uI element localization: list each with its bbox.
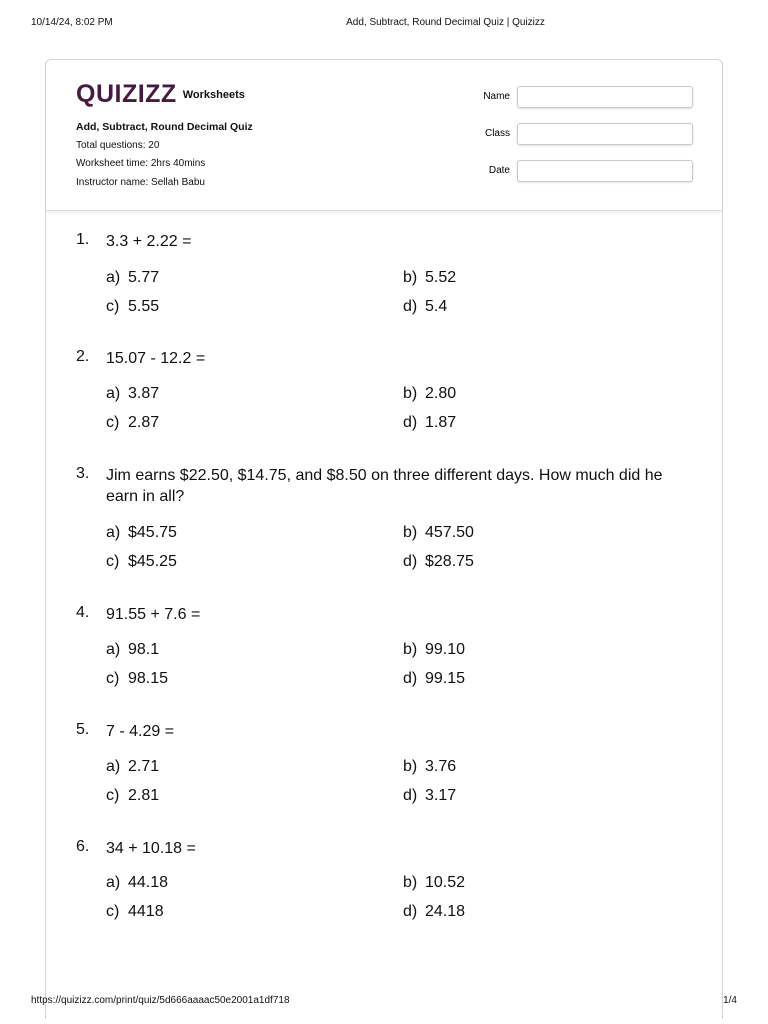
option-letter: a): [106, 524, 121, 541]
option-b: [403, 524, 474, 542]
option-a: [106, 874, 168, 892]
option-text: 10.52: [425, 874, 466, 891]
option-b: [403, 874, 465, 892]
option-letter: d): [403, 553, 418, 570]
option-letter: d): [403, 414, 418, 431]
option-a: [106, 758, 159, 776]
quizizz-logo: [76, 80, 245, 109]
option-d: [403, 903, 465, 921]
option-text: $28.75: [425, 553, 474, 570]
logo-wordmark: QUIZIZZ: [76, 80, 177, 108]
question-stem: 3.3 + 2.22 =: [106, 233, 192, 250]
option-c: [106, 414, 159, 432]
option-d: [403, 787, 456, 805]
option-text: 1.87: [425, 414, 457, 431]
option-letter: d): [403, 670, 418, 687]
option-text: 3.76: [425, 758, 457, 775]
question-stem: Jim earns $22.50, $14.75, and $8.50 on three different days. How much did he earn in all?: [106, 467, 663, 505]
option-letter: a): [106, 758, 121, 775]
option-text: 2.71: [128, 758, 160, 775]
question-stem: 91.55 + 7.6 =: [106, 606, 201, 623]
print-url: https://quizizz.com/print/quiz/5d666aaaac50e2001a1df718: [31, 995, 290, 1006]
option-text: 2.81: [128, 787, 160, 804]
class-input[interactable]: [517, 123, 693, 145]
question-stem: 15.07 - 12.2 =: [106, 350, 206, 367]
option-b: [403, 758, 456, 776]
print-timestamp: 10/14/24, 8:02 PM: [31, 17, 113, 28]
instructor-name: Instructor name: Sellah Babu: [76, 176, 205, 188]
option-letter: a): [106, 269, 121, 286]
option-letter: a): [106, 385, 121, 402]
option-text: 5.77: [128, 269, 160, 286]
question-number: 1.: [76, 231, 90, 248]
option-b: [403, 641, 465, 659]
option-text: 2.80: [425, 385, 457, 402]
date-label: Date: [488, 165, 510, 176]
option-letter: c): [106, 414, 120, 431]
print-footer: [0, 995, 768, 1009]
option-letter: d): [403, 903, 418, 920]
option-d: [403, 414, 456, 432]
option-b: [403, 385, 456, 403]
option-c: [106, 553, 177, 571]
date-field-row: [466, 160, 696, 182]
option-letter: c): [106, 553, 120, 570]
option-a: [106, 385, 159, 403]
option-a: [106, 641, 159, 659]
option-text: 98.1: [128, 641, 160, 658]
question-stem: 34 + 10.18 =: [106, 840, 196, 857]
worksheet-meta: [76, 118, 253, 192]
question-number: 6.: [76, 838, 90, 855]
option-c: [106, 903, 164, 921]
option-letter: c): [106, 298, 120, 315]
option-text: 99.15: [425, 670, 466, 687]
option-letter: c): [106, 670, 120, 687]
option-letter: c): [106, 903, 120, 920]
option-letter: b): [403, 524, 418, 541]
option-letter: d): [403, 298, 418, 315]
option-text: 457.50: [425, 524, 474, 541]
option-text: 4418: [128, 903, 164, 920]
name-input[interactable]: [517, 86, 693, 108]
option-letter: c): [106, 787, 120, 804]
option-letter: d): [403, 787, 418, 804]
option-text: 3.17: [425, 787, 457, 804]
option-text: 98.15: [128, 670, 169, 687]
option-letter: b): [403, 758, 418, 775]
option-letter: b): [403, 385, 418, 402]
option-text: 5.4: [425, 298, 448, 315]
name-field-row: [466, 86, 696, 108]
option-letter: b): [403, 641, 418, 658]
class-field-row: [466, 123, 696, 145]
option-letter: a): [106, 874, 121, 891]
option-c: [106, 298, 159, 316]
option-text: 5.55: [128, 298, 160, 315]
question-number: 4.: [76, 604, 90, 621]
option-a: [106, 524, 177, 542]
question-number: 3.: [76, 465, 90, 482]
option-text: 3.87: [128, 385, 160, 402]
name-label: Name: [483, 91, 510, 102]
option-text: 2.87: [128, 414, 160, 431]
class-label: Class: [484, 128, 510, 139]
option-letter: a): [106, 641, 121, 658]
option-text: 44.18: [128, 874, 169, 891]
worksheet-title: Add, Subtract, Round Decimal Quiz: [76, 121, 253, 133]
option-text: 99.10: [425, 641, 466, 658]
option-text: 5.52: [425, 269, 457, 286]
option-c: [106, 787, 159, 805]
page-number: 1/4: [723, 995, 737, 1006]
option-c: [106, 670, 168, 688]
date-input[interactable]: [517, 160, 693, 182]
option-d: [403, 670, 465, 688]
question-number: 2.: [76, 348, 90, 365]
option-text: 24.18: [425, 903, 466, 920]
print-document-title: Add, Subtract, Round Decimal Quiz | Quizizz: [346, 17, 545, 28]
option-letter: b): [403, 269, 418, 286]
option-d: [403, 553, 474, 571]
option-text: $45.25: [128, 553, 177, 570]
worksheet-header: [46, 60, 722, 211]
option-d: [403, 298, 447, 316]
total-questions: Total questions: 20: [76, 139, 160, 151]
worksheet-time: Worksheet time: 2hrs 40mins: [76, 158, 206, 169]
print-header: [0, 17, 768, 31]
option-text: $45.75: [128, 524, 177, 541]
option-letter: b): [403, 874, 418, 891]
question-stem: 7 - 4.29 =: [106, 723, 175, 740]
option-b: [403, 269, 456, 287]
question-number: 5.: [76, 721, 90, 738]
logo-worksheets-label: Worksheets: [182, 89, 245, 101]
option-a: [106, 269, 159, 287]
